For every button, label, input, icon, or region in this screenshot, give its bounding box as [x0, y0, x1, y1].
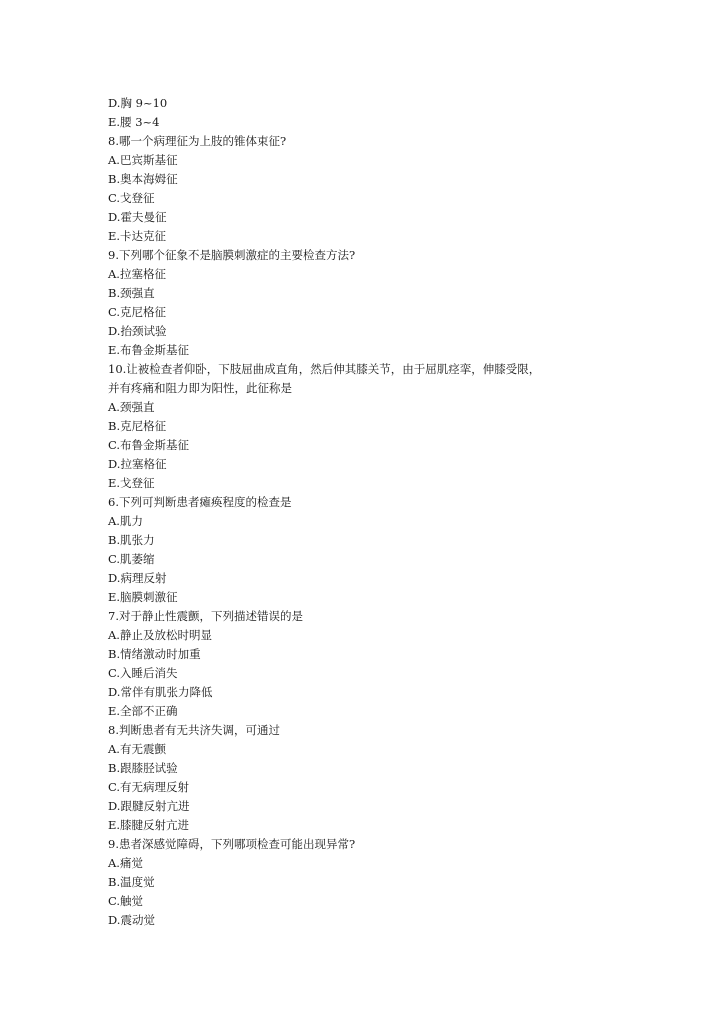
answer-option: D.抬颈试验	[108, 324, 167, 338]
answer-option: B.温度觉	[108, 875, 155, 889]
question-text: 9.患者深感觉障碍，下列哪项检查可能出现异常?	[108, 837, 356, 851]
answer-option: D.霍夫曼征	[108, 210, 167, 224]
document-page	[108, 94, 608, 930]
answer-option: E.膝腱反射亢进	[108, 818, 190, 832]
answer-option: C.入睡后消失	[108, 666, 178, 680]
answer-option: E.全部不正确	[108, 704, 178, 718]
question-text: 并有疼痛和阻力即为阳性，此征称是	[108, 381, 292, 395]
answer-option: D.胸 9~10	[108, 96, 168, 110]
answer-option: C.触觉	[108, 894, 144, 908]
answer-option: A.有无震颤	[108, 742, 166, 756]
answer-option: B.克尼格征	[108, 419, 167, 433]
answer-option: A.肌力	[108, 514, 143, 528]
answer-option: D.常伴有肌张力降低	[108, 685, 213, 699]
answer-option: A.颈强直	[108, 400, 155, 414]
question-text: 10.让被检查者仰卧，下肢屈曲成直角，然后伸其膝关节，由于屈肌痉挛，伸膝受限，	[108, 362, 541, 376]
question-text: 9.下列哪个征象不是脑膜刺激症的主要检查方法?	[108, 248, 356, 262]
answer-option: C.克尼格征	[108, 305, 167, 319]
answer-option: E.布鲁金斯基征	[108, 343, 190, 357]
answer-option: E.腰 3~4	[108, 115, 160, 129]
answer-option: B.跟膝胫试验	[108, 761, 178, 775]
answer-option: C.肌萎缩	[108, 552, 155, 566]
answer-option: A.拉塞格征	[108, 267, 166, 281]
answer-option: E.戈登征	[108, 476, 155, 490]
answer-option: E.卡达克征	[108, 229, 167, 243]
answer-option: C.有无病理反射	[108, 780, 190, 794]
question-text: 8.判断患者有无共济失调，可通过	[108, 723, 280, 737]
answer-option: C.布鲁金斯基征	[108, 438, 190, 452]
answer-option: C.戈登征	[108, 191, 155, 205]
question-text: 6.下列可判断患者瘫痪程度的检查是	[108, 495, 292, 509]
answer-option: D.拉塞格征	[108, 457, 167, 471]
answer-option: B.情绪激动时加重	[108, 647, 201, 661]
question-text: 8.哪一个病理征为上肢的锥体束征?	[108, 134, 287, 148]
answer-option: D.震动觉	[108, 913, 155, 927]
answer-option: B.肌张力	[108, 533, 155, 547]
answer-option: A.痛觉	[108, 856, 143, 870]
question-text: 7.对于静止性震颤，下列描述错误的是	[108, 609, 303, 623]
answer-option: A.巴宾斯基征	[108, 153, 178, 167]
answer-option: D.跟腱反射亢进	[108, 799, 190, 813]
answer-option: B.颈强直	[108, 286, 155, 300]
answer-option: A.静止及放松时明显	[108, 628, 212, 642]
answer-option: D.病理反射	[108, 571, 167, 585]
answer-option: E.脑膜刺激征	[108, 590, 178, 604]
answer-option: B.奥本海姆征	[108, 172, 178, 186]
